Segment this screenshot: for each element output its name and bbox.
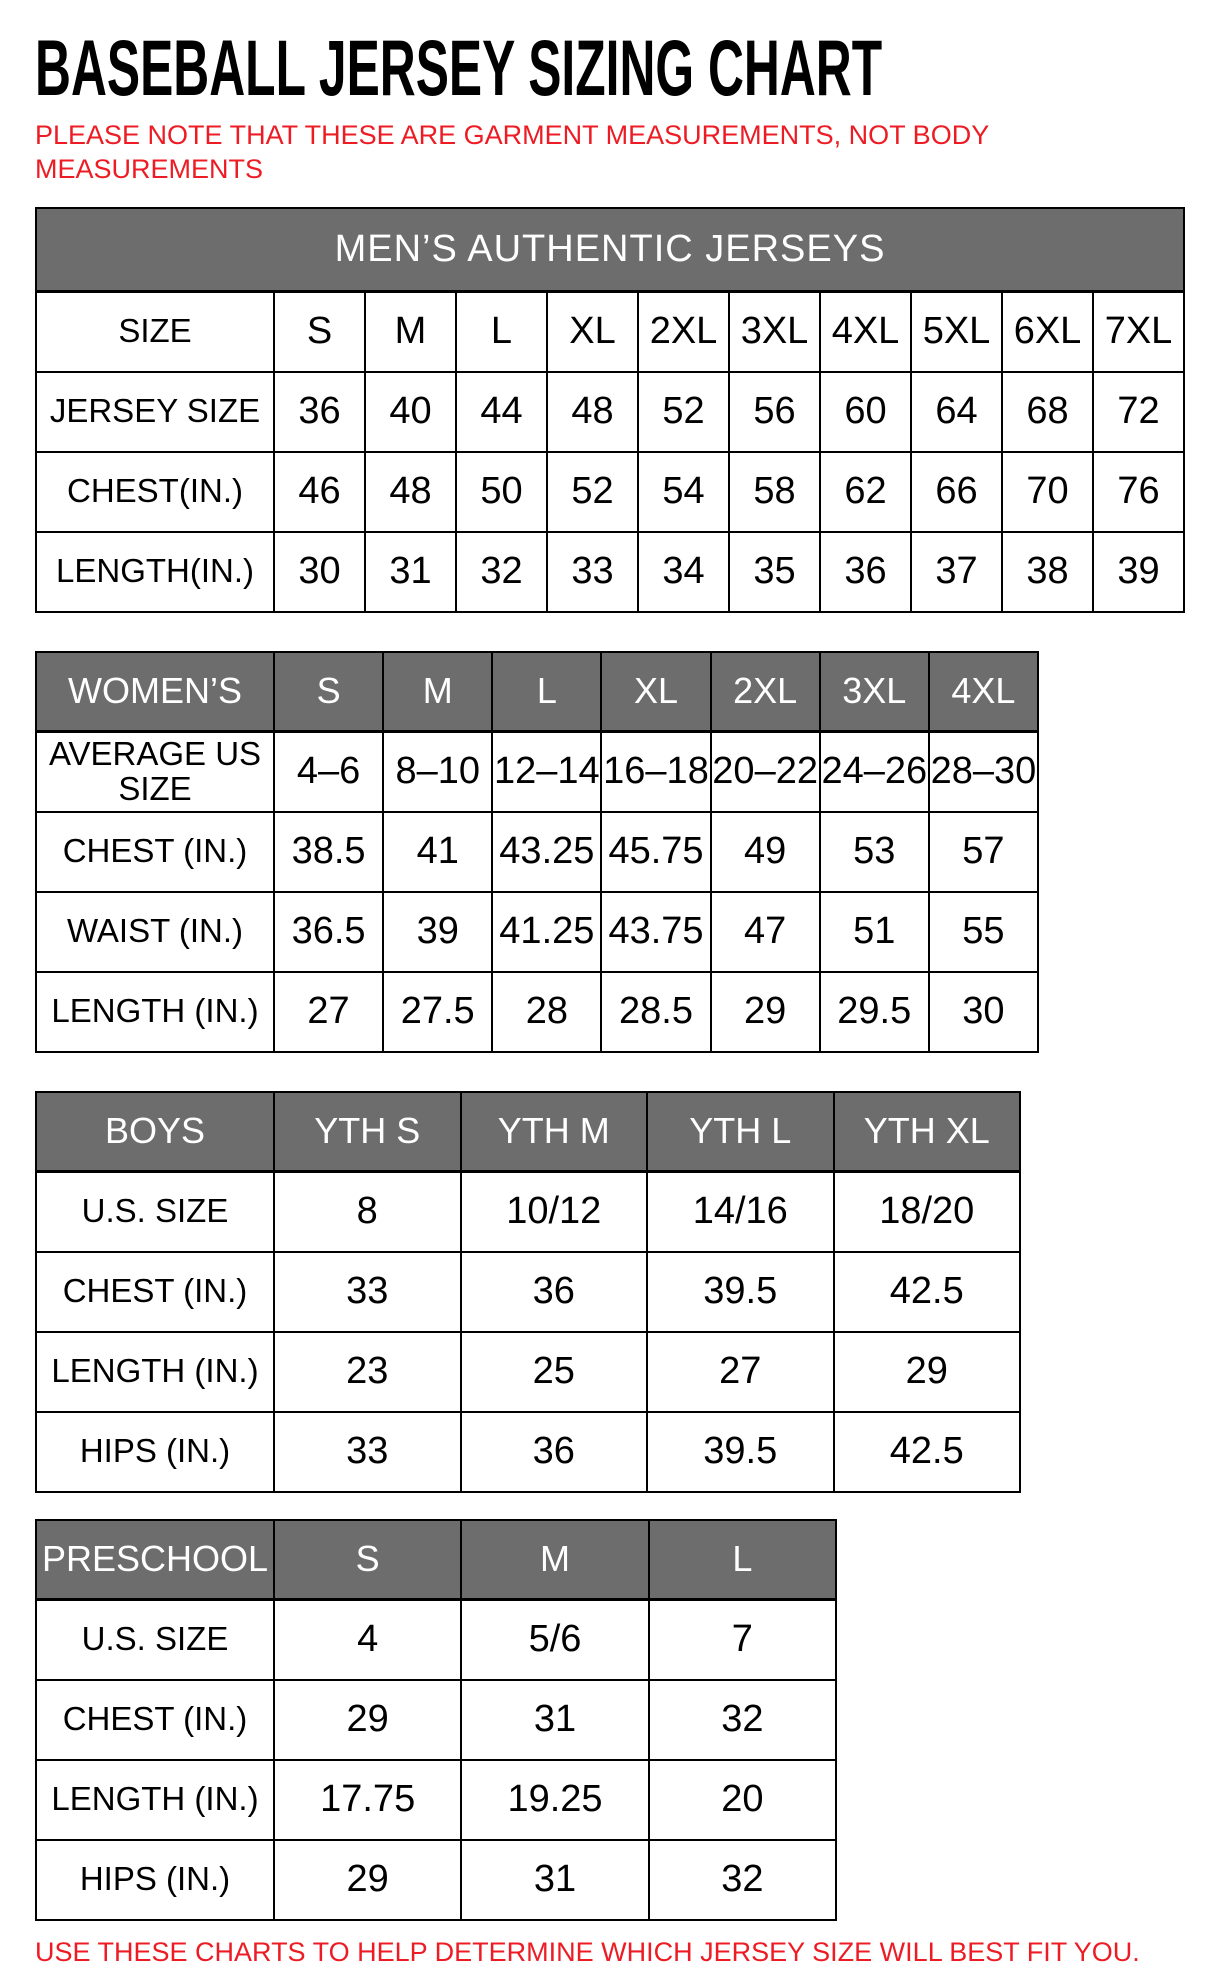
- size-cell: 51: [820, 892, 929, 972]
- table-row: [36, 1840, 836, 1920]
- size-cell: 39: [383, 892, 492, 972]
- size-cell: 39: [1093, 532, 1184, 612]
- size-cell: 54: [638, 452, 729, 532]
- column-header: S: [274, 652, 383, 732]
- row-label: CHEST(IN.): [36, 452, 274, 532]
- column-header: 3XL: [820, 652, 929, 732]
- size-cell: 29: [274, 1680, 461, 1760]
- column-header: L: [649, 1520, 836, 1600]
- size-cell: 14/16: [647, 1172, 834, 1252]
- size-cell: 18/20: [834, 1172, 1021, 1252]
- size-cell: 7XL: [1093, 292, 1184, 372]
- size-cell: 68: [1002, 372, 1093, 452]
- row-label: SIZE: [36, 292, 274, 372]
- size-cell: 29: [711, 972, 820, 1052]
- size-cell: 60: [820, 372, 911, 452]
- size-cell: 7: [649, 1600, 836, 1680]
- table-row: [36, 1600, 836, 1680]
- size-cell: 37: [911, 532, 1002, 612]
- size-cell: 57: [929, 812, 1038, 892]
- garment-measurement-note: PLEASE NOTE THAT THESE ARE GARMENT MEASUREMENTS, NOT BODY MEASUREMENTS: [35, 120, 989, 184]
- size-cell: 70: [1002, 452, 1093, 532]
- size-cell: 72: [1093, 372, 1184, 452]
- preschool-sizing-table: [35, 1519, 837, 1921]
- size-cell: 53: [820, 812, 929, 892]
- size-cell: 48: [365, 452, 456, 532]
- column-header: M: [461, 1520, 648, 1600]
- row-label: WAIST (IN.): [36, 892, 274, 972]
- size-cell: 3XL: [729, 292, 820, 372]
- size-cell: 36: [274, 372, 365, 452]
- size-cell: 44: [456, 372, 547, 452]
- size-cell: 36.5: [274, 892, 383, 972]
- size-cell: XL: [547, 292, 638, 372]
- size-cell: 36: [461, 1412, 648, 1492]
- size-cell: 64: [911, 372, 1002, 452]
- row-label: LENGTH(IN.): [36, 532, 274, 612]
- size-cell: 5XL: [911, 292, 1002, 372]
- mens-sizing-table: [35, 207, 1185, 613]
- size-cell: 55: [929, 892, 1038, 972]
- size-cell: 46: [274, 452, 365, 532]
- size-cell: 31: [365, 532, 456, 612]
- size-cell: 28–30: [929, 732, 1038, 812]
- size-cell: 56: [729, 372, 820, 452]
- page-title: BASEBALL JERSEY SIZING CHART: [35, 23, 883, 112]
- size-cell: L: [456, 292, 547, 372]
- womens-table-title: WOMEN’S: [36, 652, 274, 732]
- size-cell: 50: [456, 452, 547, 532]
- size-cell: 31: [461, 1840, 648, 1920]
- table-row: [36, 892, 1038, 972]
- table-row: [36, 372, 1184, 452]
- boys-table-title: BOYS: [36, 1092, 274, 1172]
- womens-sizing-table: [35, 651, 1039, 1053]
- table-row: [36, 1332, 1020, 1412]
- size-cell: 16–18: [601, 732, 710, 812]
- column-header: XL: [601, 652, 710, 732]
- size-cell: 48: [547, 372, 638, 452]
- size-cell: 20: [649, 1760, 836, 1840]
- size-cell: 36: [820, 532, 911, 612]
- size-cell: 29.5: [820, 972, 929, 1052]
- size-cell: 27: [647, 1332, 834, 1412]
- column-header: L: [492, 652, 601, 732]
- size-cell: 10/12: [461, 1172, 648, 1252]
- table-row: [36, 1252, 1020, 1332]
- table-row: [36, 1680, 836, 1760]
- table-row: [36, 1760, 836, 1840]
- size-cell: 28.5: [601, 972, 710, 1052]
- size-cell: 45.75: [601, 812, 710, 892]
- size-cell: 36: [461, 1252, 648, 1332]
- table-row: [36, 732, 1038, 812]
- size-cell: 33: [274, 1412, 461, 1492]
- size-cell: 41.25: [492, 892, 601, 972]
- size-cell: 25: [461, 1332, 648, 1412]
- size-cell: 38.5: [274, 812, 383, 892]
- column-header: YTH L: [647, 1092, 834, 1172]
- row-label: CHEST (IN.): [36, 1680, 274, 1760]
- size-cell: 35: [729, 532, 820, 612]
- sizing-tables-container: [35, 207, 1220, 1921]
- size-cell: 29: [834, 1332, 1021, 1412]
- size-cell: 33: [547, 532, 638, 612]
- row-label: LENGTH (IN.): [36, 1332, 274, 1412]
- size-cell: 42.5: [834, 1252, 1021, 1332]
- size-cell: 43.25: [492, 812, 601, 892]
- size-cell: 41: [383, 812, 492, 892]
- size-cell: 38: [1002, 532, 1093, 612]
- size-cell: 76: [1093, 452, 1184, 532]
- size-cell: 42.5: [834, 1412, 1021, 1492]
- row-label: AVERAGE US SIZE: [36, 732, 274, 812]
- table-row: [36, 1172, 1020, 1252]
- size-cell: 39.5: [647, 1252, 834, 1332]
- size-cell: 47: [711, 892, 820, 972]
- row-label: LENGTH (IN.): [36, 1760, 274, 1840]
- column-header: YTH XL: [834, 1092, 1021, 1172]
- table-row: [36, 292, 1184, 372]
- size-cell: 31: [461, 1680, 648, 1760]
- table-row: [36, 972, 1038, 1052]
- size-cell: 62: [820, 452, 911, 532]
- size-cell: 20–22: [711, 732, 820, 812]
- size-cell: 32: [456, 532, 547, 612]
- table-row: [36, 452, 1184, 532]
- size-cell: 8–10: [383, 732, 492, 812]
- column-header: YTH M: [461, 1092, 648, 1172]
- size-cell: 43.75: [601, 892, 710, 972]
- size-cell: 27: [274, 972, 383, 1052]
- size-cell: 49: [711, 812, 820, 892]
- size-cell: 17.75: [274, 1760, 461, 1840]
- size-cell: 33: [274, 1252, 461, 1332]
- column-header: M: [383, 652, 492, 732]
- size-cell: 52: [547, 452, 638, 532]
- preschool-table-title: PRESCHOOL: [36, 1520, 274, 1600]
- table-row: [36, 532, 1184, 612]
- size-cell: 34: [638, 532, 729, 612]
- row-label: LENGTH (IN.): [36, 972, 274, 1052]
- size-cell: 4: [274, 1600, 461, 1680]
- size-cell: 58: [729, 452, 820, 532]
- boys-sizing-table: [35, 1091, 1021, 1493]
- size-cell: 40: [365, 372, 456, 452]
- table-row: [36, 1412, 1020, 1492]
- size-cell: 12–14: [492, 732, 601, 812]
- row-label: CHEST (IN.): [36, 1252, 274, 1332]
- size-cell: 39.5: [647, 1412, 834, 1492]
- size-cell: 66: [911, 452, 1002, 532]
- size-cell: 28: [492, 972, 601, 1052]
- size-cell: 5/6: [461, 1600, 648, 1680]
- size-cell: 19.25: [461, 1760, 648, 1840]
- row-label: JERSEY SIZE: [36, 372, 274, 452]
- size-cell: 29: [274, 1840, 461, 1920]
- mens-table-banner: MEN’S AUTHENTIC JERSEYS: [36, 208, 1184, 292]
- size-cell: 32: [649, 1840, 836, 1920]
- column-header: S: [274, 1520, 461, 1600]
- size-cell: 2XL: [638, 292, 729, 372]
- size-cell: 52: [638, 372, 729, 452]
- size-cell: 30: [274, 532, 365, 612]
- size-cell: 24–26: [820, 732, 929, 812]
- size-cell: 6XL: [1002, 292, 1093, 372]
- column-header: 2XL: [711, 652, 820, 732]
- size-cell: 32: [649, 1680, 836, 1760]
- table-row: [36, 812, 1038, 892]
- row-label: U.S. SIZE: [36, 1172, 274, 1252]
- row-label: CHEST (IN.): [36, 812, 274, 892]
- row-label: HIPS (IN.): [36, 1840, 274, 1920]
- size-cell: 23: [274, 1332, 461, 1412]
- column-header: 4XL: [929, 652, 1038, 732]
- size-cell: 30: [929, 972, 1038, 1052]
- size-cell: 4XL: [820, 292, 911, 372]
- size-cell: S: [274, 292, 365, 372]
- size-cell: 8: [274, 1172, 461, 1252]
- row-label: U.S. SIZE: [36, 1600, 274, 1680]
- row-label: HIPS (IN.): [36, 1412, 274, 1492]
- footer-note: USE THESE CHARTS TO HELP DETERMINE WHICH JERSEY SIZE WILL BEST FIT YOU.: [35, 1936, 1140, 1967]
- size-cell: 4–6: [274, 732, 383, 812]
- size-cell: 27.5: [383, 972, 492, 1052]
- size-cell: M: [365, 292, 456, 372]
- column-header: YTH S: [274, 1092, 461, 1172]
